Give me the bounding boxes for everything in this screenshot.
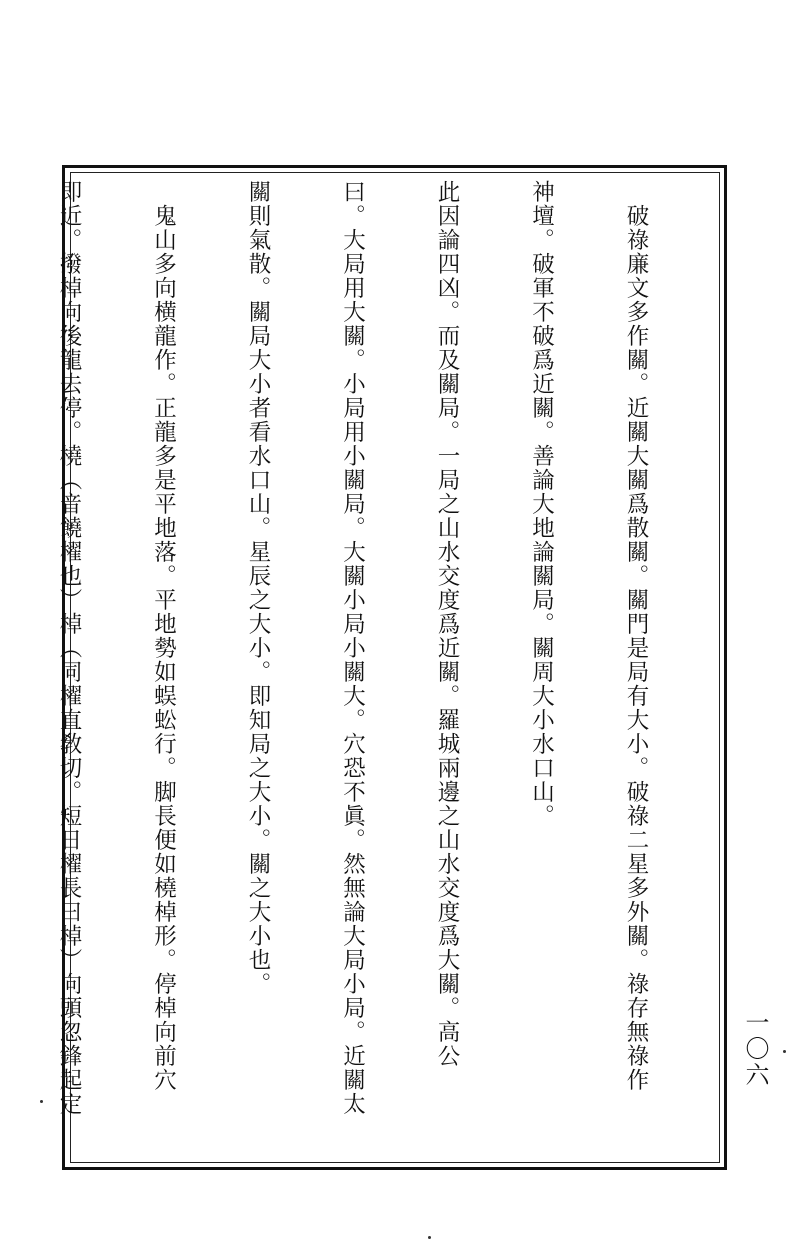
scan-speck	[428, 1236, 431, 1239]
text-column: 即近。撥棹向後龍去停。橈（音饒櫂也）棹（同櫂直敎切。短日櫂長曰棹）向頭忽鋒起定	[56, 180, 82, 1116]
scan-speck	[783, 1050, 786, 1053]
text-column: 神壇。破軍不破爲近關。善論大地論關局。關周大小水口山。	[528, 180, 555, 828]
text-column: 鬼山多向横龍作。正龍多是平地落。平地勢如蜈蚣行。脚長便如橈棹形。停棹向前穴	[150, 180, 177, 1092]
text-column: 破祿廉文多作關。近關大關爲散關。關門是局有大小。破祿二星多外關。祿存無祿作	[623, 180, 649, 1092]
text-column: 曰。大局用大關。小局用小關局。大關小局小關大。穴恐不眞。然無論大局小局。近關太	[339, 180, 366, 1116]
body-text	[56, 180, 714, 1155]
text-column: 此因論四凶。而及關局。一局之山水交度爲近關。羅城兩邊之山水交度爲大關。高公	[434, 180, 460, 1068]
scan-speck	[40, 1100, 43, 1103]
text-column: 關則氣散。關局大小者看水口山。星辰之大小。即知局之大小。關之大小也。	[245, 180, 271, 996]
page-number: 一〇六	[741, 1010, 769, 1088]
